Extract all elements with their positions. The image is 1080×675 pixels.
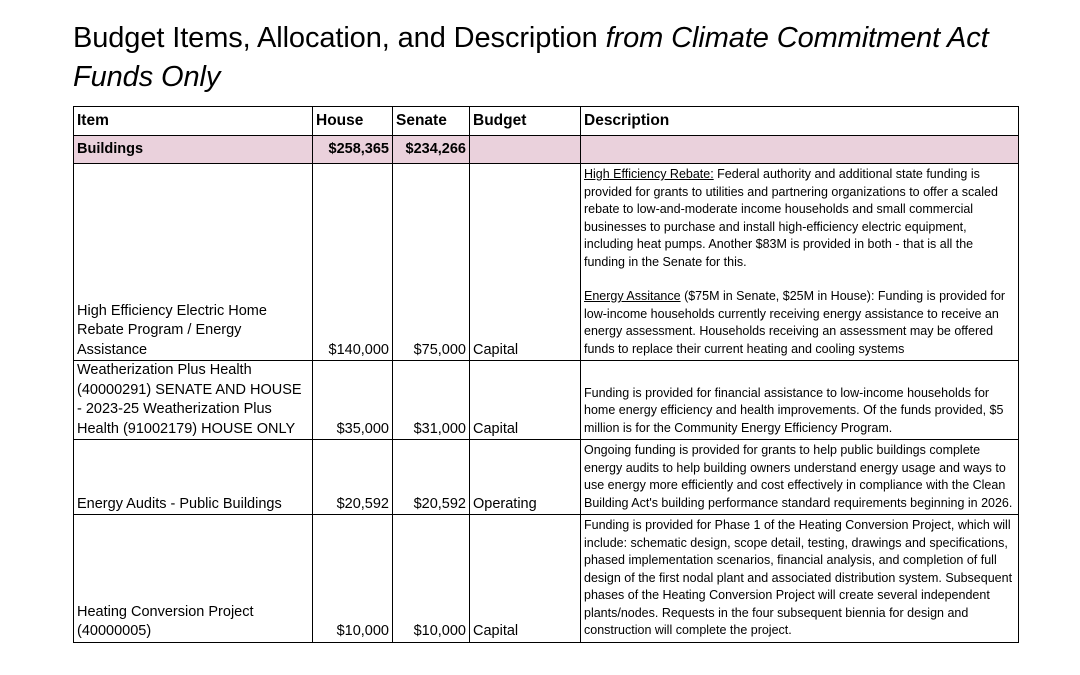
table-row xyxy=(74,164,1019,361)
budget-table xyxy=(73,106,1019,643)
section-description xyxy=(581,136,1019,164)
row-house: $140,000 xyxy=(313,164,393,361)
table-row xyxy=(74,440,1019,515)
section-senate: $234,266 xyxy=(393,136,470,164)
title-main: Budget Items, Allocation, and Description xyxy=(73,22,606,54)
row-description xyxy=(581,164,1019,361)
title-italic: from Climate Commitment Act Funds Only xyxy=(73,22,989,93)
row-item: Energy Audits - Public Buildings xyxy=(74,440,313,515)
row-budget: Capital xyxy=(470,164,581,361)
header-budget: Budget xyxy=(470,107,581,136)
row-budget: Capital xyxy=(470,515,581,643)
desc-text-rebate: Federal authority and additional state funding is provided for grants to utilities and partnering organizations to offer a scaled rebate to low-and-moderate income households and small commercial businesses to purchase and install high-efficiency electric equipment, including heat pumps. Another $83M is provided in both - that is all the funding in the Senate for this. xyxy=(584,167,998,269)
header-house: House xyxy=(313,107,393,136)
row-senate: $31,000 xyxy=(393,361,470,440)
row-house: $35,000 xyxy=(313,361,393,440)
desc-label-assistance: Energy Assitance xyxy=(584,289,681,303)
row-description: Funding is provided for financial assistance to low-income households for home energy efficiency and health improvements. Of the funds provided, $5 million is for the Community Energy Efficiency Program. xyxy=(581,361,1019,440)
section-budget xyxy=(470,136,581,164)
row-description: Ongoing funding is provided for grants to help public buildings complete energy audits to help building owners understand energy usage and ways to use energy more efficiently and cost effectively in compliance with the Clean Building Act's building performance standard requirements beginning in 2026. xyxy=(581,440,1019,515)
section-item: Buildings xyxy=(74,136,313,164)
desc-text-assistance: ($75M in Senate, $25M in House): Funding is provided for low-income households currently receiving energy assistance to receive an energy assessment. Households receiving an assessment may be offered funds to replace their current heating and cooling systems xyxy=(584,289,1006,356)
desc-label-rebate: High Efficiency Rebate: xyxy=(584,167,714,181)
table-row xyxy=(74,515,1019,643)
row-item: Weatherization Plus Health (40000291) SENATE AND HOUSE - 2023-25 Weatherization Plus Health (91002179) HOUSE ONLY xyxy=(74,361,313,440)
row-senate: $10,000 xyxy=(393,515,470,643)
desc-paragraph-assistance xyxy=(584,288,1015,358)
section-house: $258,365 xyxy=(313,136,393,164)
table-row xyxy=(74,361,1019,440)
row-item: Heating Conversion Project (40000005) xyxy=(74,515,313,643)
row-senate: $75,000 xyxy=(393,164,470,361)
row-budget: Capital xyxy=(470,361,581,440)
row-budget: Operating xyxy=(470,440,581,515)
row-senate: $20,592 xyxy=(393,440,470,515)
row-house: $10,000 xyxy=(313,515,393,643)
header-senate: Senate xyxy=(393,107,470,136)
page-title xyxy=(73,19,1033,97)
desc-paragraph-rebate xyxy=(584,166,1015,271)
row-item: High Efficiency Electric Home Rebate Program / Energy Assistance xyxy=(74,164,313,361)
header-description: Description xyxy=(581,107,1019,136)
row-description: Funding is provided for Phase 1 of the Heating Conversion Project, which will include: schematic design, scope detail, testing, drawings and specifications, phased implementation scenarios, financial analysis, and completion of full design of the first nodal plant and associated distribution system. Subsequent phases of the Heating Conversion Project will create several independent plants/nodes. Requests in the four subsequent biennia for design and construction will complete the project. xyxy=(581,515,1019,643)
row-house: $20,592 xyxy=(313,440,393,515)
header-item: Item xyxy=(74,107,313,136)
section-row-buildings xyxy=(74,136,1019,164)
header-row xyxy=(74,107,1019,136)
